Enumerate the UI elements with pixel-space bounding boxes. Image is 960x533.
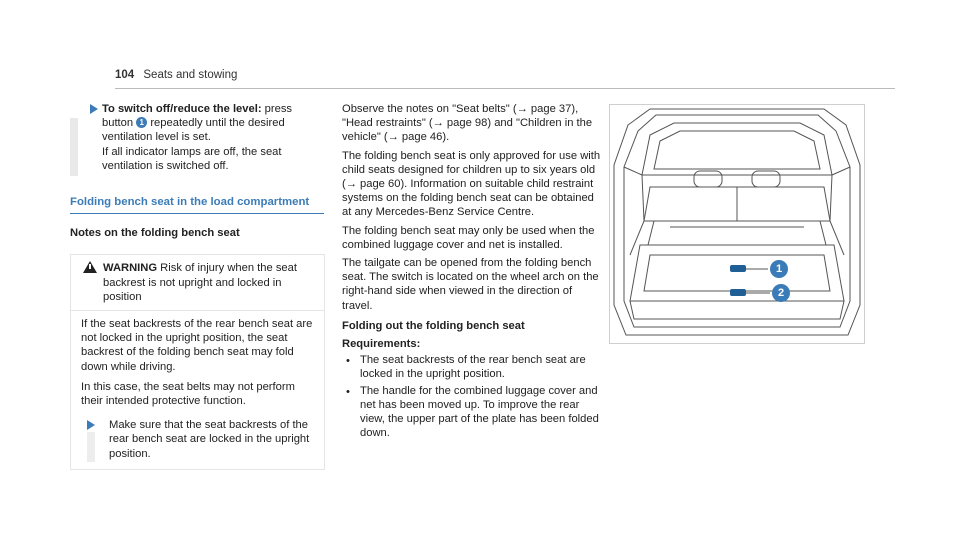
- fold-out-heading: Folding out the folding bench seat: [342, 319, 525, 332]
- warning-text: Risk of injury when the seat backrest is not upright and locked in position: [103, 262, 297, 303]
- warning-action: [81, 418, 314, 461]
- warning-header: [71, 255, 324, 310]
- warning-label: WARNING: [103, 262, 158, 275]
- callout-1-icon: 1: [770, 260, 788, 278]
- paragraph-tailgate: The tailgate can be opened from the folding bench seat. The switch is located on the wheel arch on the right-hand side when viewed in the direction of travel.: [342, 257, 599, 312]
- paragraph-approved: The folding bench seat is only approved for use with child seats designed for children up to six years old (→ page 60). Information on suitable child restraint systems on the folding bench seat can be obtained at any Mercedes-Benz Service Centre.: [342, 149, 601, 219]
- paragraph-cover: The folding bench seat may only be used when the combined luggage cover and net is installed.: [342, 224, 595, 251]
- section-rule: [70, 213, 324, 214]
- step-text: press button: [102, 103, 293, 130]
- warning-body: [71, 310, 324, 469]
- warning-action-text: Make sure that the seat backrests of the rear bench seat are locked in the upright position.: [109, 419, 310, 460]
- action-arrow-icon: [87, 420, 95, 430]
- list-item: [342, 353, 604, 381]
- step-text-2: repeatedly until the desired ventilation level is set.: [102, 117, 285, 144]
- load-compartment-illustration: [609, 104, 865, 344]
- header-rule: [115, 88, 895, 89]
- warning-paragraph-1: If the seat backrests of the rear bench seat are not locked in the upright position, the seat backrest of the folding bench seat may fold down while driving.: [81, 318, 313, 373]
- car-interior-drawing: [610, 105, 864, 343]
- list-item: [342, 384, 604, 441]
- page-header: [115, 69, 237, 81]
- action-bar: [87, 432, 95, 462]
- bullet-icon: •: [346, 355, 350, 368]
- requirements-label: Requirements:: [342, 338, 421, 351]
- right-text-column: [342, 102, 604, 440]
- bullet-text-1: The seat backrests of the rear bench seat are locked in the upright position.: [360, 354, 586, 381]
- page-number: 104: [115, 69, 135, 81]
- warning-triangle-icon: [83, 261, 97, 273]
- bullet-text-2: The handle for the combined luggage cover and net has been moved up. To improve the rear view, the upper part of the plate has been folded down.: [360, 384, 599, 440]
- section-name: Seats and stowing: [143, 69, 238, 81]
- paragraph-observe: Observe the notes on "Seat belts" (→ page 37), "Head restraints" (→ page 98) and "Children in the vehicle" (→ page 46).: [342, 103, 593, 144]
- sub-title: Notes on the folding bench seat: [70, 227, 240, 240]
- bullet-icon: •: [346, 385, 350, 398]
- callout-badge-icon: 1: [136, 117, 147, 128]
- warning-paragraph-2: In this case, the seat belts may not perform their intended protective function.: [81, 380, 295, 408]
- step-bar: [70, 118, 78, 176]
- left-column: [70, 102, 325, 470]
- warning-box: [70, 254, 325, 469]
- step-arrow-icon: [90, 104, 98, 114]
- step-bold-label: To switch off/reduce the level:: [102, 103, 262, 115]
- instruction-step: [70, 102, 325, 173]
- step-text-3: If all indicator lamps are off, the seat ventilation is switched off.: [102, 145, 282, 172]
- callout-2-icon: 2: [772, 284, 790, 302]
- section-title: Folding bench seat in the load compartment: [70, 196, 310, 209]
